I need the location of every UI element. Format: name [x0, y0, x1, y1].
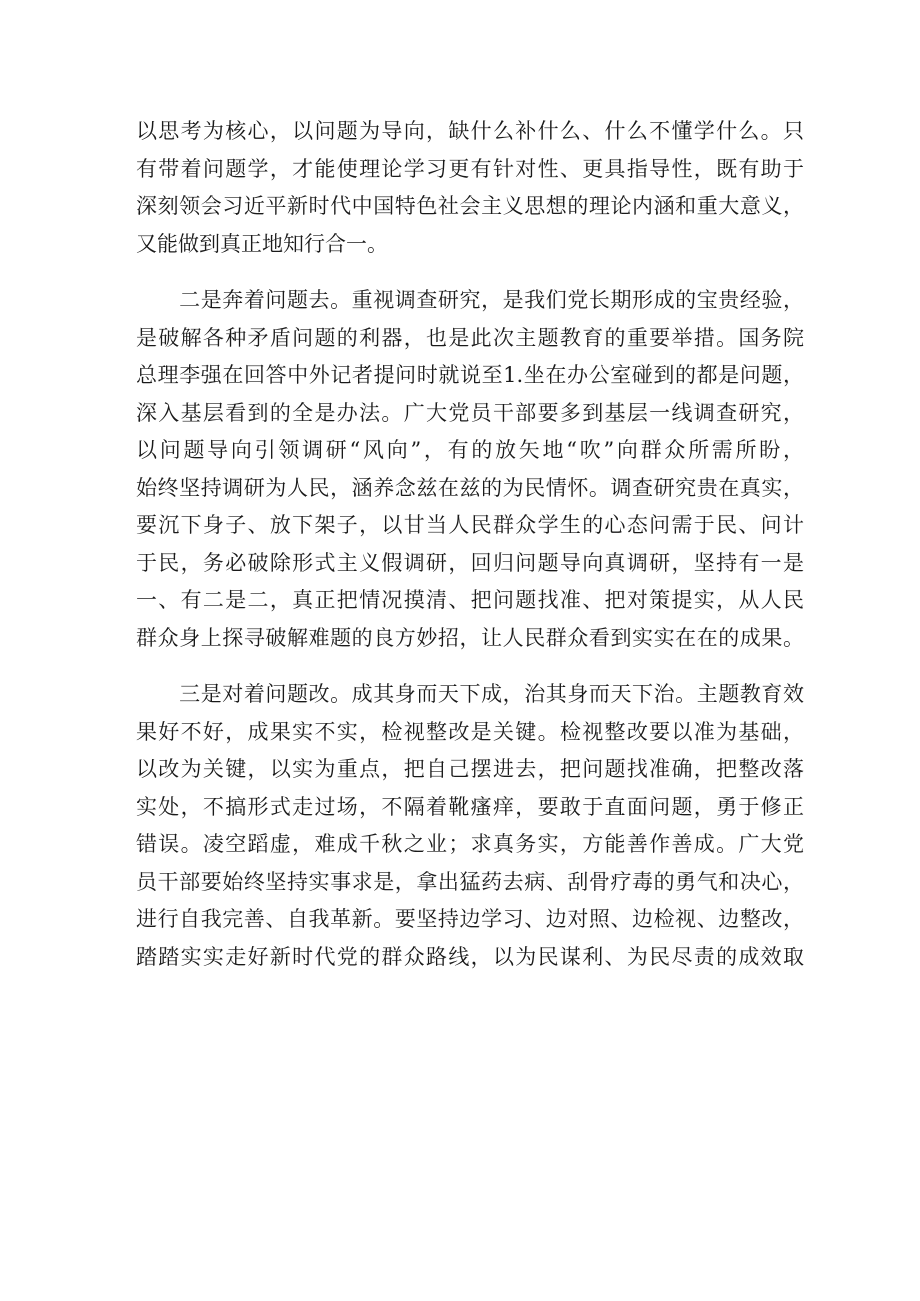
text-line: 以问题导向引领调研“风向”，有的放矢地“吹”向群众所需所盼， [136, 438, 804, 462]
paragraph-1 [136, 113, 804, 263]
text-line: 又能做到真正地知行合一。 [136, 231, 388, 256]
text-line: 是破解各种矛盾问题的利器，也是此次主题教育的重要举措。国务院 [136, 325, 804, 350]
text-line: 果好不好，成果实不实，检视整改是关键。检视整改要以准为基础， [136, 719, 804, 744]
text-line: 三是对着问题改。成其身而天下成，治其身而天下治。主题教育效 [136, 682, 804, 706]
text-line: 深入基层看到的全是办法。广大党员干部要多到基层一线调查研究， [136, 400, 804, 425]
text-line: 以思考为核心，以问题为导向，缺什么补什么、什么不懂学什么。只 [136, 119, 804, 143]
text-line: 员干部要始终坚持实事求是，拿出猛药去病、刮骨疗毒的勇气和决心， [136, 869, 804, 894]
paragraph-spacer [136, 263, 804, 282]
text-line: 有带着问题学，才能使理论学习更有针对性、更具指导性，既有助于 [136, 156, 804, 181]
text-line: 以改为关键，以实为重点，把自己摆进去，把问题找准确，把整改落 [136, 757, 804, 781]
text-line: 进行自我完善、自我革新。要坚持边学习、边对照、边检视、边整改， [136, 907, 804, 931]
text-line: 错误。凌空蹈虚，难成千秋之业；求真务实，方能善作善成。广大党 [136, 832, 804, 856]
document-body [136, 113, 804, 976]
text-line: 二是奔着问题去。重视调查研究，是我们党长期形成的宝贵经验， [136, 288, 804, 312]
text-line: 群众身上探寻破解难题的良方妙招，让人民群众看到实实在在的成果。 [136, 625, 804, 650]
text-line: 深刻领会习近平新时代中国特色社会主义思想的理论内涵和重大意义， [136, 194, 804, 218]
text-line: 于民，务必破除形式主义假调研，回归问题导向真调研，坚持有一是 [136, 550, 804, 575]
text-line: 实处，不搞形式走过场，不隔着靴瘙痒，要敢于直面问题，勇于修正 [136, 794, 804, 819]
text-line: 要沉下身子、放下架子，以甘当人民群众学生的心态问需于民、问计 [136, 513, 804, 537]
paragraph-spacer [136, 657, 804, 676]
paragraph-3 [136, 676, 804, 976]
text-line: 一、有二是二，真正把情况摸清、把问题找准、把对策提实，从人民 [136, 588, 804, 612]
text-line: 始终坚持调研为人民，涵养念兹在兹的为民情怀。调查研究贵在真实， [136, 475, 804, 500]
paragraph-2 [136, 282, 804, 657]
text-line: 踏踏实实走好新时代党的群众路线，以为民谋利、为民尽责的成效取 [136, 944, 804, 969]
text-line: 总理李强在回答中外记者提问时就说至1.坐在办公室碰到的都是问题， [136, 363, 804, 387]
